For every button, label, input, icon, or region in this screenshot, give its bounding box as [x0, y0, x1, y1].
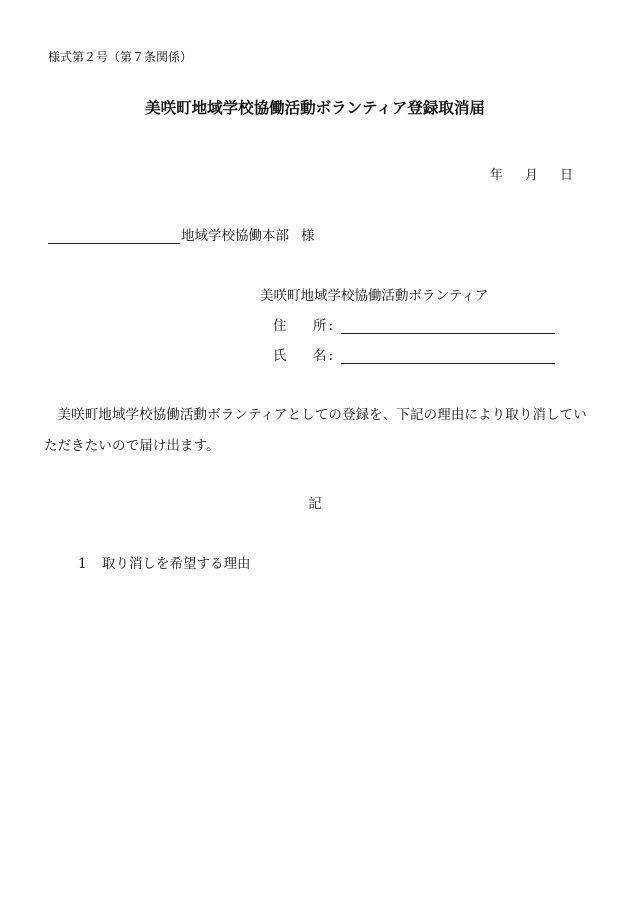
- name-label-part-2: 名: [313, 348, 327, 364]
- addressee-line: [48, 224, 315, 244]
- addressee-honorific: 様: [301, 228, 315, 244]
- date-day-label: 日: [560, 168, 574, 183]
- list-item-label: 取り消しを希望する理由: [102, 556, 251, 572]
- date-month-label: 月: [525, 168, 539, 183]
- address-label-part-2: 所: [313, 318, 327, 334]
- name-colon: :: [328, 348, 334, 364]
- note-heading: 記: [308, 496, 322, 512]
- address-field-row: [273, 314, 555, 334]
- addressee-organization: 地域学校協働本部: [181, 228, 289, 244]
- addressee-blank-field: [48, 229, 180, 244]
- list-item-number: 1: [78, 556, 87, 572]
- list-item: [78, 552, 251, 572]
- address-blank-field: [341, 319, 555, 334]
- name-label-part-1: 氏: [273, 348, 287, 364]
- address-colon: :: [328, 318, 334, 334]
- address-label-part-1: 住: [273, 318, 287, 334]
- name-field-row: [273, 344, 555, 364]
- form-number: 様式第２号（第７条関係）: [48, 50, 193, 64]
- document-title: 美咲町地域学校協働活動ボランティア登録取消届: [145, 99, 485, 117]
- body-paragraph: 美咲町地域学校協働活動ボランティアとしての登録を、下記の理由により取り消していただきたいので届け出ます。: [44, 407, 587, 454]
- date-line: [490, 164, 573, 183]
- date-year-label: 年: [490, 168, 504, 183]
- name-blank-field: [341, 349, 555, 364]
- applicant-organization: 美咲町地域学校協働活動ボランティア: [260, 288, 489, 304]
